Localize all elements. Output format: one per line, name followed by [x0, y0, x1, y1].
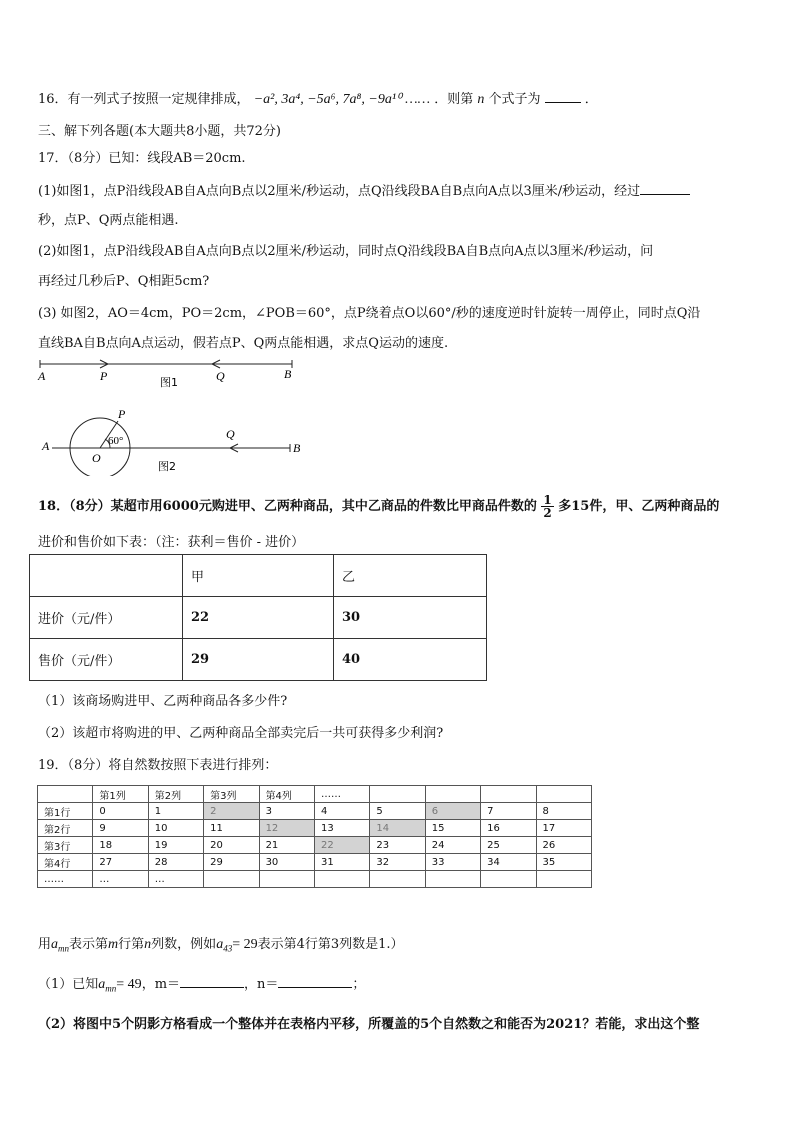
- q19-m: m: [108, 937, 119, 952]
- table-cell: 13: [314, 820, 369, 837]
- table-cell: 34: [481, 854, 536, 871]
- q19-m-answer-blank[interactable]: [180, 987, 244, 988]
- table-cell: 第1行: [38, 803, 93, 820]
- fig1-label-b: B: [284, 367, 292, 381]
- table-header-cell: 第3列: [204, 786, 259, 803]
- q19-n-answer-blank[interactable]: [278, 987, 352, 988]
- table-cell: 22: [183, 597, 334, 639]
- table-cell: 40: [334, 639, 487, 681]
- q19-sub2: （2）将图中5个阴影方格看成一个整体并在表格内平移，所覆盖的5个自然数之和能否为2021？若能，求出这个整: [38, 1017, 700, 1032]
- table-row: [30, 597, 487, 639]
- fig1-label-a: A: [38, 369, 46, 383]
- q19-sub1: [38, 973, 365, 994]
- table-cell: [30, 555, 183, 597]
- q17-p1-line2: 秒，点P、Q两点能相遇.: [38, 213, 179, 228]
- q19-sub1-a: （1）已知: [38, 977, 99, 992]
- table-cell: [536, 871, 591, 888]
- q18-sub2: （2）该超市将购进的甲、乙两种商品全部卖完后一共可获得多少利润?: [38, 726, 444, 741]
- table-cell: 25: [481, 837, 536, 854]
- q19-explain-c: 行第: [118, 937, 145, 952]
- q19-sub1-eq: = 49: [116, 977, 142, 992]
- q19-a-mn-sub: mn: [58, 943, 70, 954]
- q16-n: n: [477, 92, 485, 107]
- q16-end: ．: [584, 92, 598, 107]
- table-cell: 0: [93, 803, 148, 820]
- table-header-yi: 乙: [334, 555, 487, 597]
- table-cell: 31: [314, 854, 369, 871]
- fig2-caption: 图2: [158, 460, 176, 473]
- fig2-label-p: P: [118, 407, 126, 421]
- table-row: [30, 555, 487, 597]
- q18-line1-b: 多15件，甲、乙两种商品的: [558, 499, 720, 514]
- table-cell: 2: [204, 803, 259, 820]
- table-cell: 30: [334, 597, 487, 639]
- table-cell: [204, 871, 259, 888]
- table-row: [38, 871, 592, 888]
- q19-sub1-end: ；: [352, 977, 366, 992]
- table-cell: 进价（元/件）: [30, 597, 183, 639]
- figure-2: [38, 404, 308, 476]
- figure-1: [30, 356, 310, 392]
- table-cell: 33: [425, 854, 480, 871]
- q18-line1-a: 18．（8分）某超市用6000元购进甲、乙两种商品，其中乙商品的件数比甲商品件数的: [38, 499, 537, 514]
- table-cell: 4: [314, 803, 369, 820]
- q19-n: n: [144, 937, 152, 952]
- table-cell: 5: [370, 803, 425, 820]
- table-cell: 6: [425, 803, 480, 820]
- q18-price-table: [29, 554, 487, 681]
- q18-sub1: （1）该商场购进甲、乙两种商品各多少件?: [38, 694, 288, 709]
- table-cell: 27: [93, 854, 148, 871]
- table-cell: 10: [148, 820, 203, 837]
- table-cell: 16: [481, 820, 536, 837]
- fig1-label-p: P: [100, 369, 108, 383]
- table-cell: [370, 871, 425, 888]
- table-cell: 30: [259, 854, 314, 871]
- table-cell: 29: [204, 854, 259, 871]
- q18-fraction: [541, 494, 553, 519]
- q17-p2-line2: 再经过几秒后P、Q相距5cm?: [38, 274, 210, 289]
- table-cell: 21: [259, 837, 314, 854]
- table-cell: 第4行: [38, 854, 93, 871]
- q19-sub1-a-mn: a: [98, 977, 106, 992]
- table-cell: 23: [370, 837, 425, 854]
- q19-title: 19．（8分）将自然数按照下表进行排列：: [38, 758, 278, 773]
- table-cell: 19: [148, 837, 203, 854]
- q19-explain-b: 表示第: [69, 937, 109, 952]
- q17-p2-line1: (2)如图1，点P沿线段AB自A点向B点以2厘米/秒运动，同时点Q沿线段BA自B点向A点以3厘米/秒运动，问: [38, 244, 654, 259]
- table-row: [38, 803, 592, 820]
- table-cell: 32: [370, 854, 425, 871]
- table-cell: 第3行: [38, 837, 93, 854]
- q19-a43-val: = 29: [232, 937, 258, 952]
- table-cell: 35: [536, 854, 591, 871]
- q18-line2: 进价和售价如下表：（注：获利＝售价 - 进价）: [38, 535, 305, 550]
- q16-answer-blank[interactable]: [545, 102, 581, 103]
- section3-heading: 三、解下列各题(本大题共8小题，共72分): [38, 124, 281, 139]
- q19-a43: a: [216, 937, 224, 952]
- table-cell: [481, 871, 536, 888]
- table-header-cell: [536, 786, 591, 803]
- table-cell: 第2行: [38, 820, 93, 837]
- table-cell: 7: [481, 803, 536, 820]
- q17-p3-line2: 直线BA自B点向A点运动，假若点P、Q两点能相遇，求点Q运动的速度.: [38, 336, 449, 351]
- table-cell: 15: [425, 820, 480, 837]
- q16-suffix-b: 个式子为: [488, 92, 541, 107]
- q16-suffix-a: ．则第: [434, 92, 474, 107]
- q16-prefix: 16．有一列式子按照一定规律排成，: [38, 92, 250, 107]
- table-header-cell: 第4列: [259, 786, 314, 803]
- table-cell: …: [148, 871, 203, 888]
- q17-answer-blank[interactable]: [640, 194, 690, 195]
- table-cell: …: [93, 871, 148, 888]
- q19-sub1-a-mn-sub: mn: [105, 983, 117, 994]
- table-cell: 售价（元/件）: [30, 639, 183, 681]
- table-header-cell: [425, 786, 480, 803]
- q19-explain: [38, 933, 404, 954]
- table-cell: 20: [204, 837, 259, 854]
- fig2-circle: [70, 418, 130, 476]
- q18-frac-den: 2: [543, 506, 552, 520]
- table-cell: 3: [259, 803, 314, 820]
- table-header-cell: [481, 786, 536, 803]
- table-cell: 26: [536, 837, 591, 854]
- table-cell: 11: [204, 820, 259, 837]
- table-cell: 17: [536, 820, 591, 837]
- q19-sub1-n-label: ，n＝: [244, 977, 279, 992]
- fig2-angle-label: 60°: [108, 435, 124, 447]
- table-header-cell: [38, 786, 93, 803]
- q17-p1-text: (1)如图1，点P沿线段AB自A点向B点以2厘米/秒运动，点Q沿线段BA自B点向A点以3厘米/秒运动，经过: [38, 184, 641, 199]
- q19-sub1-m-label: ，m＝: [141, 977, 181, 992]
- q17-p1-line1: [38, 180, 690, 199]
- fig2-label-q: Q: [226, 427, 235, 441]
- q19-explain-e: 表示第4行第3列数是1.）: [257, 937, 404, 952]
- fig2-label-o: O: [92, 451, 101, 465]
- table-header-jia: 甲: [183, 555, 334, 597]
- table-cell: [314, 871, 369, 888]
- q16-line: [38, 88, 598, 108]
- table-cell: 22: [314, 837, 369, 854]
- q17-p3-line1: (3) 如图2，AO＝4cm，PO＝2cm，∠POB＝60°，点P绕着点O以60°/秒的速度逆时针旋转一周停止，同时点Q沿: [38, 306, 701, 321]
- fig2-label-b: B: [293, 441, 301, 455]
- table-cell: 9: [93, 820, 148, 837]
- q19-a43-sub: 43: [223, 943, 233, 954]
- table-cell: 24: [425, 837, 480, 854]
- fig1-caption: 图1: [160, 376, 178, 389]
- table-cell: 12: [259, 820, 314, 837]
- table-row: [30, 639, 487, 681]
- table-cell: [259, 871, 314, 888]
- table-row: [38, 837, 592, 854]
- table-cell: 8: [536, 803, 591, 820]
- table-header-row: [38, 786, 592, 803]
- table-cell: 18: [93, 837, 148, 854]
- q17-title: 17．（8分）已知：线段AB＝20cm.: [38, 151, 246, 166]
- table-header-cell: 第2列: [148, 786, 203, 803]
- table-cell: 1: [148, 803, 203, 820]
- q19-explain-a: 用: [38, 937, 52, 952]
- table-cell: [425, 871, 480, 888]
- table-cell: 28: [148, 854, 203, 871]
- table-cell: 14: [370, 820, 425, 837]
- table-cell: 29: [183, 639, 334, 681]
- table-row: [38, 820, 592, 837]
- table-header-cell: ……: [314, 786, 369, 803]
- q18-frac-num: 1: [543, 493, 552, 507]
- table-cell: ……: [38, 871, 93, 888]
- table-header-cell: 第1列: [93, 786, 148, 803]
- q19-a-mn: a: [51, 937, 59, 952]
- q19-number-table: [37, 785, 592, 888]
- q16-series: −a², 3a⁴, −5a⁶, 7a⁸, −9a¹⁰ ……: [253, 92, 431, 107]
- fig1-label-q: Q: [216, 369, 225, 383]
- table-header-cell: [370, 786, 425, 803]
- q19-explain-d: 列数，例如: [151, 937, 217, 952]
- q18-line1: [38, 494, 719, 519]
- fig2-label-a: A: [42, 439, 50, 453]
- table-row: [38, 854, 592, 871]
